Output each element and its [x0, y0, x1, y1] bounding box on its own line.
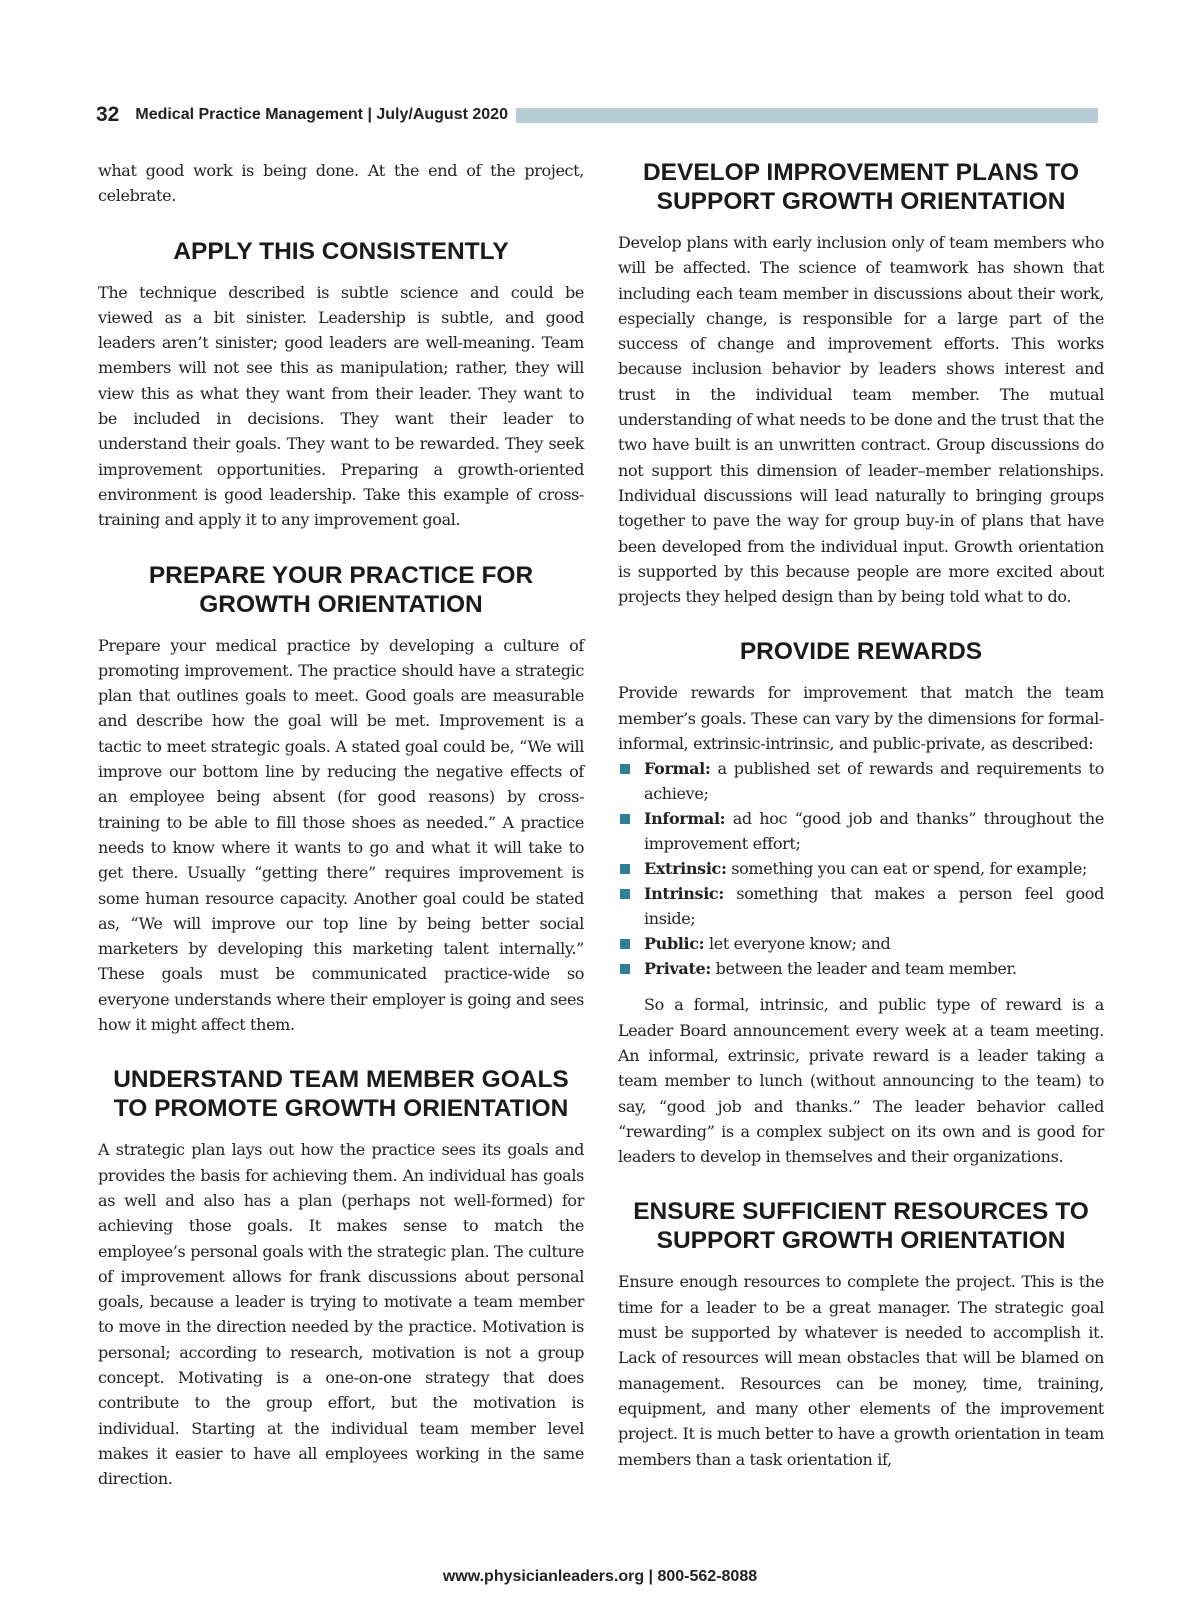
heading-line: GROWTH ORIENTATION [199, 590, 483, 618]
section-heading-prepare-practice [98, 561, 584, 619]
bullet-square-icon [620, 964, 630, 974]
list-item: Formal: a published set of rewards and requirements to achieve; [618, 756, 1104, 806]
section-body-develop-plans: Develop plans with early inclusion only of team members who will be affected. The science of teamwork has shown that including each team member in discussions about their work, especially change, is responsible for a large part of the success of change and improvement efforts. This works because inclusion behavior by leaders shows interest and trust in the individual team member. The mutual understanding of what needs to be done and the trust that the two have built is an unwritten contract. Group discussions do not support this dimension of leader–member relationships. Individual discussions will lead naturally to bringing groups together to pave the way for group buy-in of plans that have been developed from the individual input. Growth orientation is supported by this because people are more excited about projects they helped design than by being told what to do. [618, 233, 1104, 607]
section-heading-develop-plans [618, 158, 1104, 216]
bullet-square-icon [620, 889, 630, 899]
page-number: 32 [96, 103, 120, 126]
header-rule [516, 108, 1098, 123]
list-item: Private: between the leader and team member. [618, 956, 1104, 981]
left-column [98, 158, 584, 1491]
section-heading-understand-goals [98, 1065, 584, 1123]
bullet-square-icon [620, 939, 630, 949]
rewards-list [618, 756, 1104, 981]
section-body-prepare-practice: Prepare your medical practice by developing a culture of promoting improvement. The practice should have a strategic plan that outlines goals to meet. Good goals are measurable and describe how the goal will be met. Improvement is a tactic to meet strategic goals. A stated goal could be, “We will improve our bottom line by reducing the negative effects of an employee being absent (for good reasons) by cross-training to be able to fill those shoes as needed.” A practice needs to know where it wants to go and what it will take to get there. Usually “getting there” requires improvement is some human resource capacity. Another goal could be stated as, “We will improve our top line by being better social marketers by developing this marketing talent internally.” These goals must be communicated practice-wide so everyone understands where their employer is going and sees how it might affect them. [98, 635, 584, 1035]
bullet-square-icon [620, 764, 630, 774]
rewards-intro: Provide rewards for improvement that match the team member’s goals. These can vary by the dimensions for formal-informal, extrinsic-intrinsic, and public-private, as described: [618, 683, 1104, 754]
rewards-body: So a formal, intrinsic, and public type of reward is a Leader Board announcement every week at a team meeting. An informal, extrinsic, private reward is a leader taking a team member to lunch (without announcing to the team) to say, “good job and thanks.” The leader behavior called “rewarding” is a complex subject on its own and is good for leaders to develop in themselves and their organizations. [618, 995, 1104, 1167]
page-footer: www.physicianleaders.org | 800-562-8088 [442, 1568, 758, 1585]
section-heading-provide-rewards: PROVIDE REWARDS [739, 638, 983, 666]
page-header [96, 100, 1098, 130]
heading-line: DEVELOP IMPROVEMENT PLANS TO [642, 159, 1080, 186]
section-heading-ensure-resources [618, 1197, 1104, 1255]
heading-line: PREPARE YOUR PRACTICE FOR [148, 561, 534, 589]
heading-line: ENSURE SUFFICIENT RESOURCES TO [633, 1198, 1089, 1226]
section-heading-apply-consistently: APPLY THIS CONSISTENTLY [173, 237, 509, 265]
list-item: Public: let everyone know; and [618, 931, 1104, 956]
bullet-square-icon [620, 864, 630, 874]
section-body-ensure-resources: Ensure enough resources to complete the project. This is the time for a leader to be a great manager. The strategic goal must be supported by whatever is needed to accomplish it. Lack of resources will mean obstacles that will be blamed on management. Resources can be money, time, training, equipment, and many other elements of the improvement project. It is much better to have a growth orientation in team members than a task orientation if, [618, 1272, 1104, 1469]
heading-line: SUPPORT GROWTH ORIENTATION [656, 1227, 1066, 1255]
heading-line: TO PROMOTE GROWTH ORIENTATION [113, 1095, 569, 1123]
heading-line: SUPPORT GROWTH ORIENTATION [656, 188, 1066, 215]
bullet-square-icon [620, 814, 630, 824]
heading-line: UNDERSTAND TEAM MEMBER GOALS [113, 1066, 569, 1094]
section-body-understand-goals: A strategic plan lays out how the practice sees its goals and provides the basis for achieving them. An individual has goals as well and also has a plan (perhaps not well-formed) for achieving those goals. It makes sense to match the employee’s personal goals with the strategic plan. The culture of improvement allows for frank discussions about personal goals, because a leader is trying to motivate a team member to move in the direction needed by the practice. Motivation is personal; according to research, motivation is not a group concept. Motivating is a one-on-one strategy that does contribute to the group effort, but the motivation is individual. Starting at the individual team member level makes it easier to have all employees working in the same direction. [98, 1140, 584, 1489]
right-column [618, 158, 1104, 1472]
list-item: Informal: ad hoc “good job and thanks” throughout the improvement effort; [618, 806, 1104, 856]
journal-title: Medical Practice Management | July/August 2020 [135, 106, 508, 123]
intro-paragraph: what good work is being done. At the end of the project, celebrate. [98, 161, 584, 206]
list-item: Extrinsic: something you can eat or spend, for example; [618, 856, 1104, 881]
list-item: Intrinsic: something that makes a person feel good inside; [618, 881, 1104, 931]
section-body-apply-consistently: The technique described is subtle science and could be viewed as a bit sinister. Leadership is subtle, and good leaders aren’t sinister; good leaders are well-meaning. Team members will not see this as manipulation; rather, they will view this as what they want from their leader. They want to be included in decisions. They want their leader to understand their goals. They want to be rewarded. They seek improvement opportunities. Preparing a growth-oriented environment is good leadership. Take this example of cross-training and apply it to any improvement goal. [98, 282, 584, 530]
